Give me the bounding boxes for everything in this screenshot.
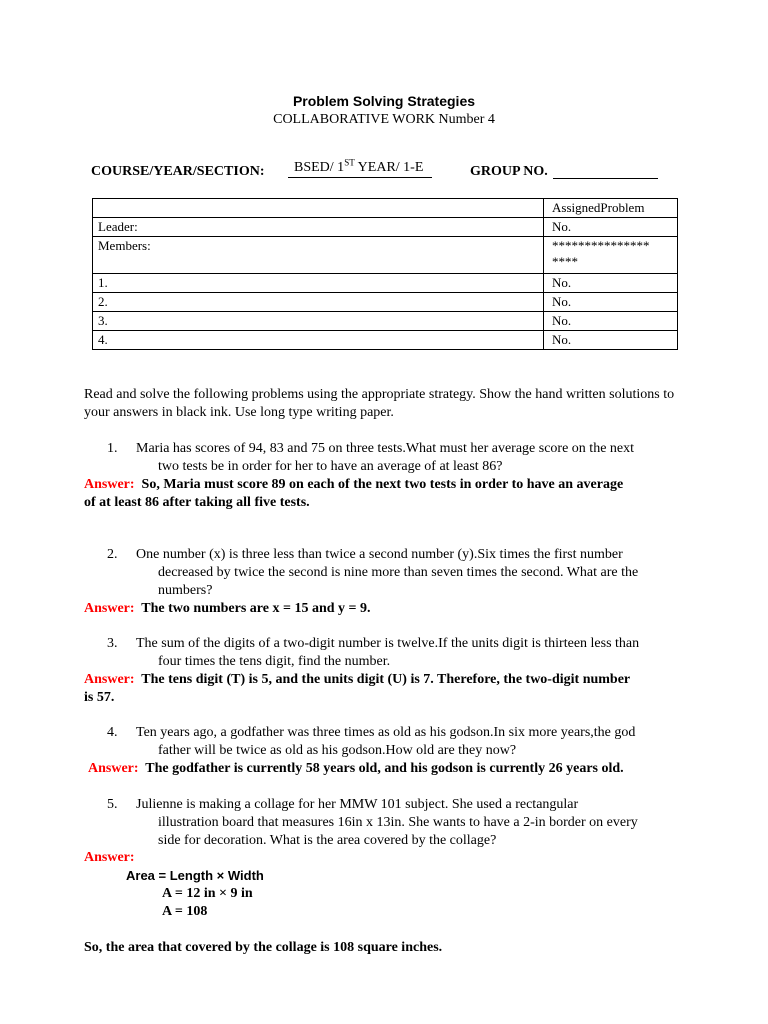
table-row — [93, 274, 678, 293]
problem-3-number: 3. — [107, 636, 118, 651]
table-cell — [93, 199, 544, 218]
problem-5-line3: side for decoration. What is the area covered by the collage? — [158, 833, 497, 848]
answer-label: Answer: — [88, 761, 139, 776]
table-header-row — [93, 199, 678, 218]
table-row — [93, 237, 678, 274]
problem-3-answer-text: The tens digit (T) is 5, and the units digit (U) is 7. Therefore, the two-digit number — [141, 672, 631, 687]
leader-no: No. — [544, 218, 678, 237]
problem-1-line1: Maria has scores of 94, 83 and 75 on three tests.What must her average score on the next — [136, 441, 635, 456]
problem-1-answer-text: So, Maria must score 89 on each of the next two tests in order to have an average — [141, 477, 624, 492]
group-label: GROUP NO. — [470, 164, 548, 179]
problem-2-line3: numbers? — [158, 583, 213, 598]
problem-3-line2: four times the tens digit, find the number. — [158, 654, 391, 669]
problem-5-line2: illustration board that measures 16in x 13in. She wants to have a 2-in border on every — [158, 815, 638, 830]
assigned-problem-header: AssignedProblem — [544, 199, 678, 218]
member-4-no: No. — [544, 331, 678, 350]
problem-2-line2: decreased by twice the second is nine more than seven times the second. What are the — [158, 565, 639, 580]
table-row — [93, 218, 678, 237]
problem-4-number: 4. — [107, 725, 118, 740]
problem-2-answer-text: The two numbers are x = 15 and y = 9. — [141, 601, 371, 616]
member-2-no: No. — [544, 293, 678, 312]
course-value-post: YEAR/ 1-E — [354, 160, 424, 175]
member-2-label: 2. — [93, 293, 544, 312]
document-subtitle: COLLABORATIVE WORK Number 4 — [273, 112, 495, 127]
answer-label: Answer: — [84, 601, 135, 616]
problem-3-line1: The sum of the digits of a two-digit number is twelve.If the units digit is thirteen less than — [136, 636, 640, 651]
member-3-label: 3. — [93, 312, 544, 331]
problem-1-answer — [84, 476, 623, 494]
problem-4-line2: father will be twice as old as his godson.How old are they now? — [158, 743, 517, 758]
course-value — [288, 159, 432, 178]
answer-label: Answer: — [84, 477, 135, 492]
problem-4-answer-text: The godfather is currently 58 years old, and his godson is currently 26 years old. — [145, 761, 624, 776]
instructions-text: Read and solve the following problems using the appropriate strategy. Show the hand written solutions to your answers in black ink. Use long type writing paper. — [84, 387, 675, 420]
problem-2-line1: One number (x) is three less than twice a second number (y).Six times the first number — [136, 547, 623, 562]
course-value-sup: ST — [344, 157, 355, 168]
problem-1-number: 1. — [107, 441, 118, 456]
problem-4-answer — [88, 760, 624, 778]
problem-5-conclusion: So, the area that covered by the collage is 108 square inches. — [84, 940, 443, 955]
member-1-label: 1. — [93, 274, 544, 293]
problem-4-line1: Ten years ago, a godfather was three times as old as his godson.In six more years,the god — [136, 725, 636, 740]
member-3-no: No. — [544, 312, 678, 331]
problem-3-answer-cont: is 57. — [84, 690, 115, 705]
document-title: Problem Solving Strategies — [292, 93, 476, 109]
member-4-label: 4. — [93, 331, 544, 350]
group-number-blank — [553, 178, 658, 179]
formula-substitution: A = 12 in × 9 in — [162, 886, 253, 901]
member-1-no: No. — [544, 274, 678, 293]
problem-5-answer-label: Answer: — [84, 850, 135, 865]
problem-2-number: 2. — [107, 547, 118, 562]
problem-5-number: 5. — [107, 797, 118, 812]
table-row — [93, 293, 678, 312]
problem-3-answer — [84, 671, 630, 689]
table-row — [93, 331, 678, 350]
problem-1-answer-cont: of at least 86 after taking all five tests. — [84, 495, 310, 510]
formula-area: Area = Length × Width — [126, 868, 264, 883]
problem-1-line2: two tests be in order for her to have an average of at least 86? — [158, 459, 503, 474]
leader-label: Leader: — [93, 218, 544, 237]
formula-result: A = 108 — [162, 904, 208, 919]
group-members-table — [92, 198, 678, 350]
course-value-pre: BSED/ 1 — [294, 160, 345, 175]
table-row — [93, 312, 678, 331]
problem-2-answer — [84, 600, 371, 618]
problem-5-line1: Julienne is making a collage for her MMW 101 subject. She used a rectangular — [136, 797, 579, 812]
members-label: Members: — [93, 237, 544, 274]
answer-label: Answer: — [84, 672, 135, 687]
members-stars: *************** **** — [544, 237, 678, 274]
course-label: COURSE/YEAR/SECTION: — [91, 164, 265, 179]
